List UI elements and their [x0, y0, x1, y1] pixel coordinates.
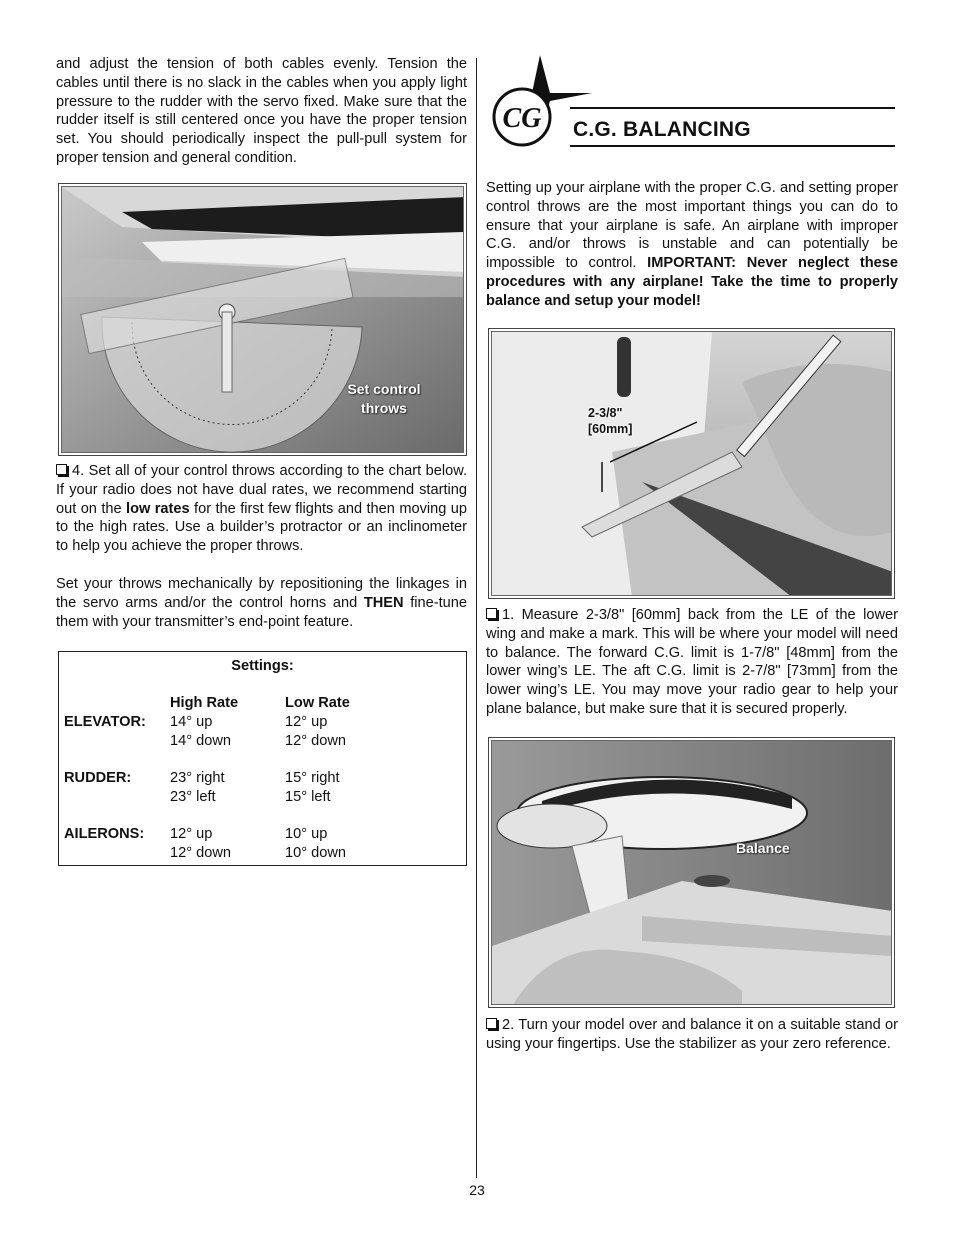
ailerons-high-down: 12° down: [170, 845, 232, 861]
row-label-ailerons: AILERONS:: [64, 826, 145, 842]
row-label-elevator: ELEVATOR:: [64, 714, 146, 730]
step-4-paragraph: [56, 462, 467, 556]
step-4-text-b: for the first few flights and then moving up to the high rates. Use a builder’s protractor or an inclinometer to help you achieve the proper throws.: [56, 500, 467, 555]
throws-paragraph: [56, 575, 467, 631]
heading-rule-bottom: [570, 145, 895, 147]
ailerons-low-up: 10° up: [285, 826, 328, 842]
settings-title: Settings:: [231, 658, 294, 674]
step-1-paragraph: [486, 606, 898, 719]
rudder-high-left: 23° left: [170, 789, 216, 805]
cg-heading-block: [492, 55, 902, 155]
checkbox-icon[interactable]: [486, 1018, 497, 1029]
measure-label-line1: 2-3/8": [588, 406, 623, 420]
page-number: 23: [469, 1182, 485, 1198]
cg-intro-paragraph: [486, 179, 898, 311]
checkbox-icon[interactable]: [486, 608, 497, 619]
elevator-low-down: 12° down: [285, 733, 347, 749]
elevator-low-up: 12° up: [285, 714, 328, 730]
step-4-bold: low rates: [126, 500, 190, 517]
control-throws-caption: [334, 380, 434, 418]
section-heading: C.G. BALANCING: [573, 118, 751, 141]
elevator-high-down: 14° down: [170, 733, 232, 749]
step-1-text: 1. Measure 2-3/8" [60mm] back from the LE of the lower wing and make a mark. This will be where your model will need to balance. The forward C.G. limit is 1-7/8" [48mm] from the lower wing’s LE. The aft C.G. limit is 2-7/8" [73mm] from the lower wing’s LE. You may move your radio gear to help your plane balance, but make sure that it is secured properly.: [486, 607, 898, 717]
control-throws-caption-line1: Set control: [347, 381, 421, 397]
elevator-high-up: 14° up: [170, 714, 213, 730]
balance-photo: [488, 737, 895, 1008]
step-2-text: 2. Turn your model over and balance it on a suitable stand or using your fingertips. Use the stabilizer as your zero reference.: [486, 1017, 898, 1052]
throws-bold: THEN: [363, 594, 404, 611]
settings-table: [58, 651, 467, 866]
throws-text-a: Set your throws mechanically by repositioning the linkages in the servo arms and/or the control horns and: [56, 576, 467, 611]
step-4-text-a: 4. Set all of your control throws according to the chart below. If your radio does not have dual rates, we recommend starting out on the: [56, 463, 467, 517]
cg-logo-text: CG: [502, 103, 542, 134]
measure-photo-image: [492, 332, 892, 596]
row-label-rudder: RUDDER:: [64, 770, 132, 786]
intro-paragraph: and adjust the tension of both cables evenly. Tension the cables until there is no slack in the cables when you apply light pressure to the rudder with the servo fixed. Make sure that the rudder itself is still centered once you have the proper tension set. You should periodically inspect the pull-pull system for proper tension and general condition.: [56, 56, 467, 166]
balance-caption: Balance: [736, 840, 790, 856]
column-divider: [476, 58, 477, 1178]
rudder-high-right: 23° right: [170, 770, 225, 786]
cg-intro-text: Setting up your airplane with the proper C.G. and setting proper control throws are the most important things you can do to ensure that your airplane is safe. An airplane with improper C.G. and/or throws is unstable and can potentially be impossible to control.: [486, 180, 898, 272]
control-throws-caption-line2: throws: [361, 400, 407, 416]
rudder-low-left: 15° left: [285, 789, 331, 805]
control-throws-photo: [58, 183, 467, 456]
checkbox-icon[interactable]: [56, 464, 67, 475]
ailerons-high-up: 12° up: [170, 826, 213, 842]
balance-photo-image: [492, 741, 892, 1005]
rudder-low-right: 15° right: [285, 770, 340, 786]
measure-label-line2: [60mm]: [588, 422, 633, 436]
measure-label: [588, 405, 632, 437]
high-rate-header: High Rate: [170, 695, 239, 711]
step-2-paragraph: [486, 1016, 898, 1054]
low-rate-header: Low Rate: [285, 695, 350, 711]
heading-rule-top: [570, 107, 895, 109]
measure-photo: [488, 328, 895, 599]
throws-text-b: fine-tune them with your transmitter’s end-point feature.: [56, 594, 467, 630]
ailerons-low-down: 10° down: [285, 845, 347, 861]
cg-intro-bold: IMPORTANT: Never neglect these procedures with any airplane! Take the time to properly balance and setup your model!: [486, 255, 898, 309]
